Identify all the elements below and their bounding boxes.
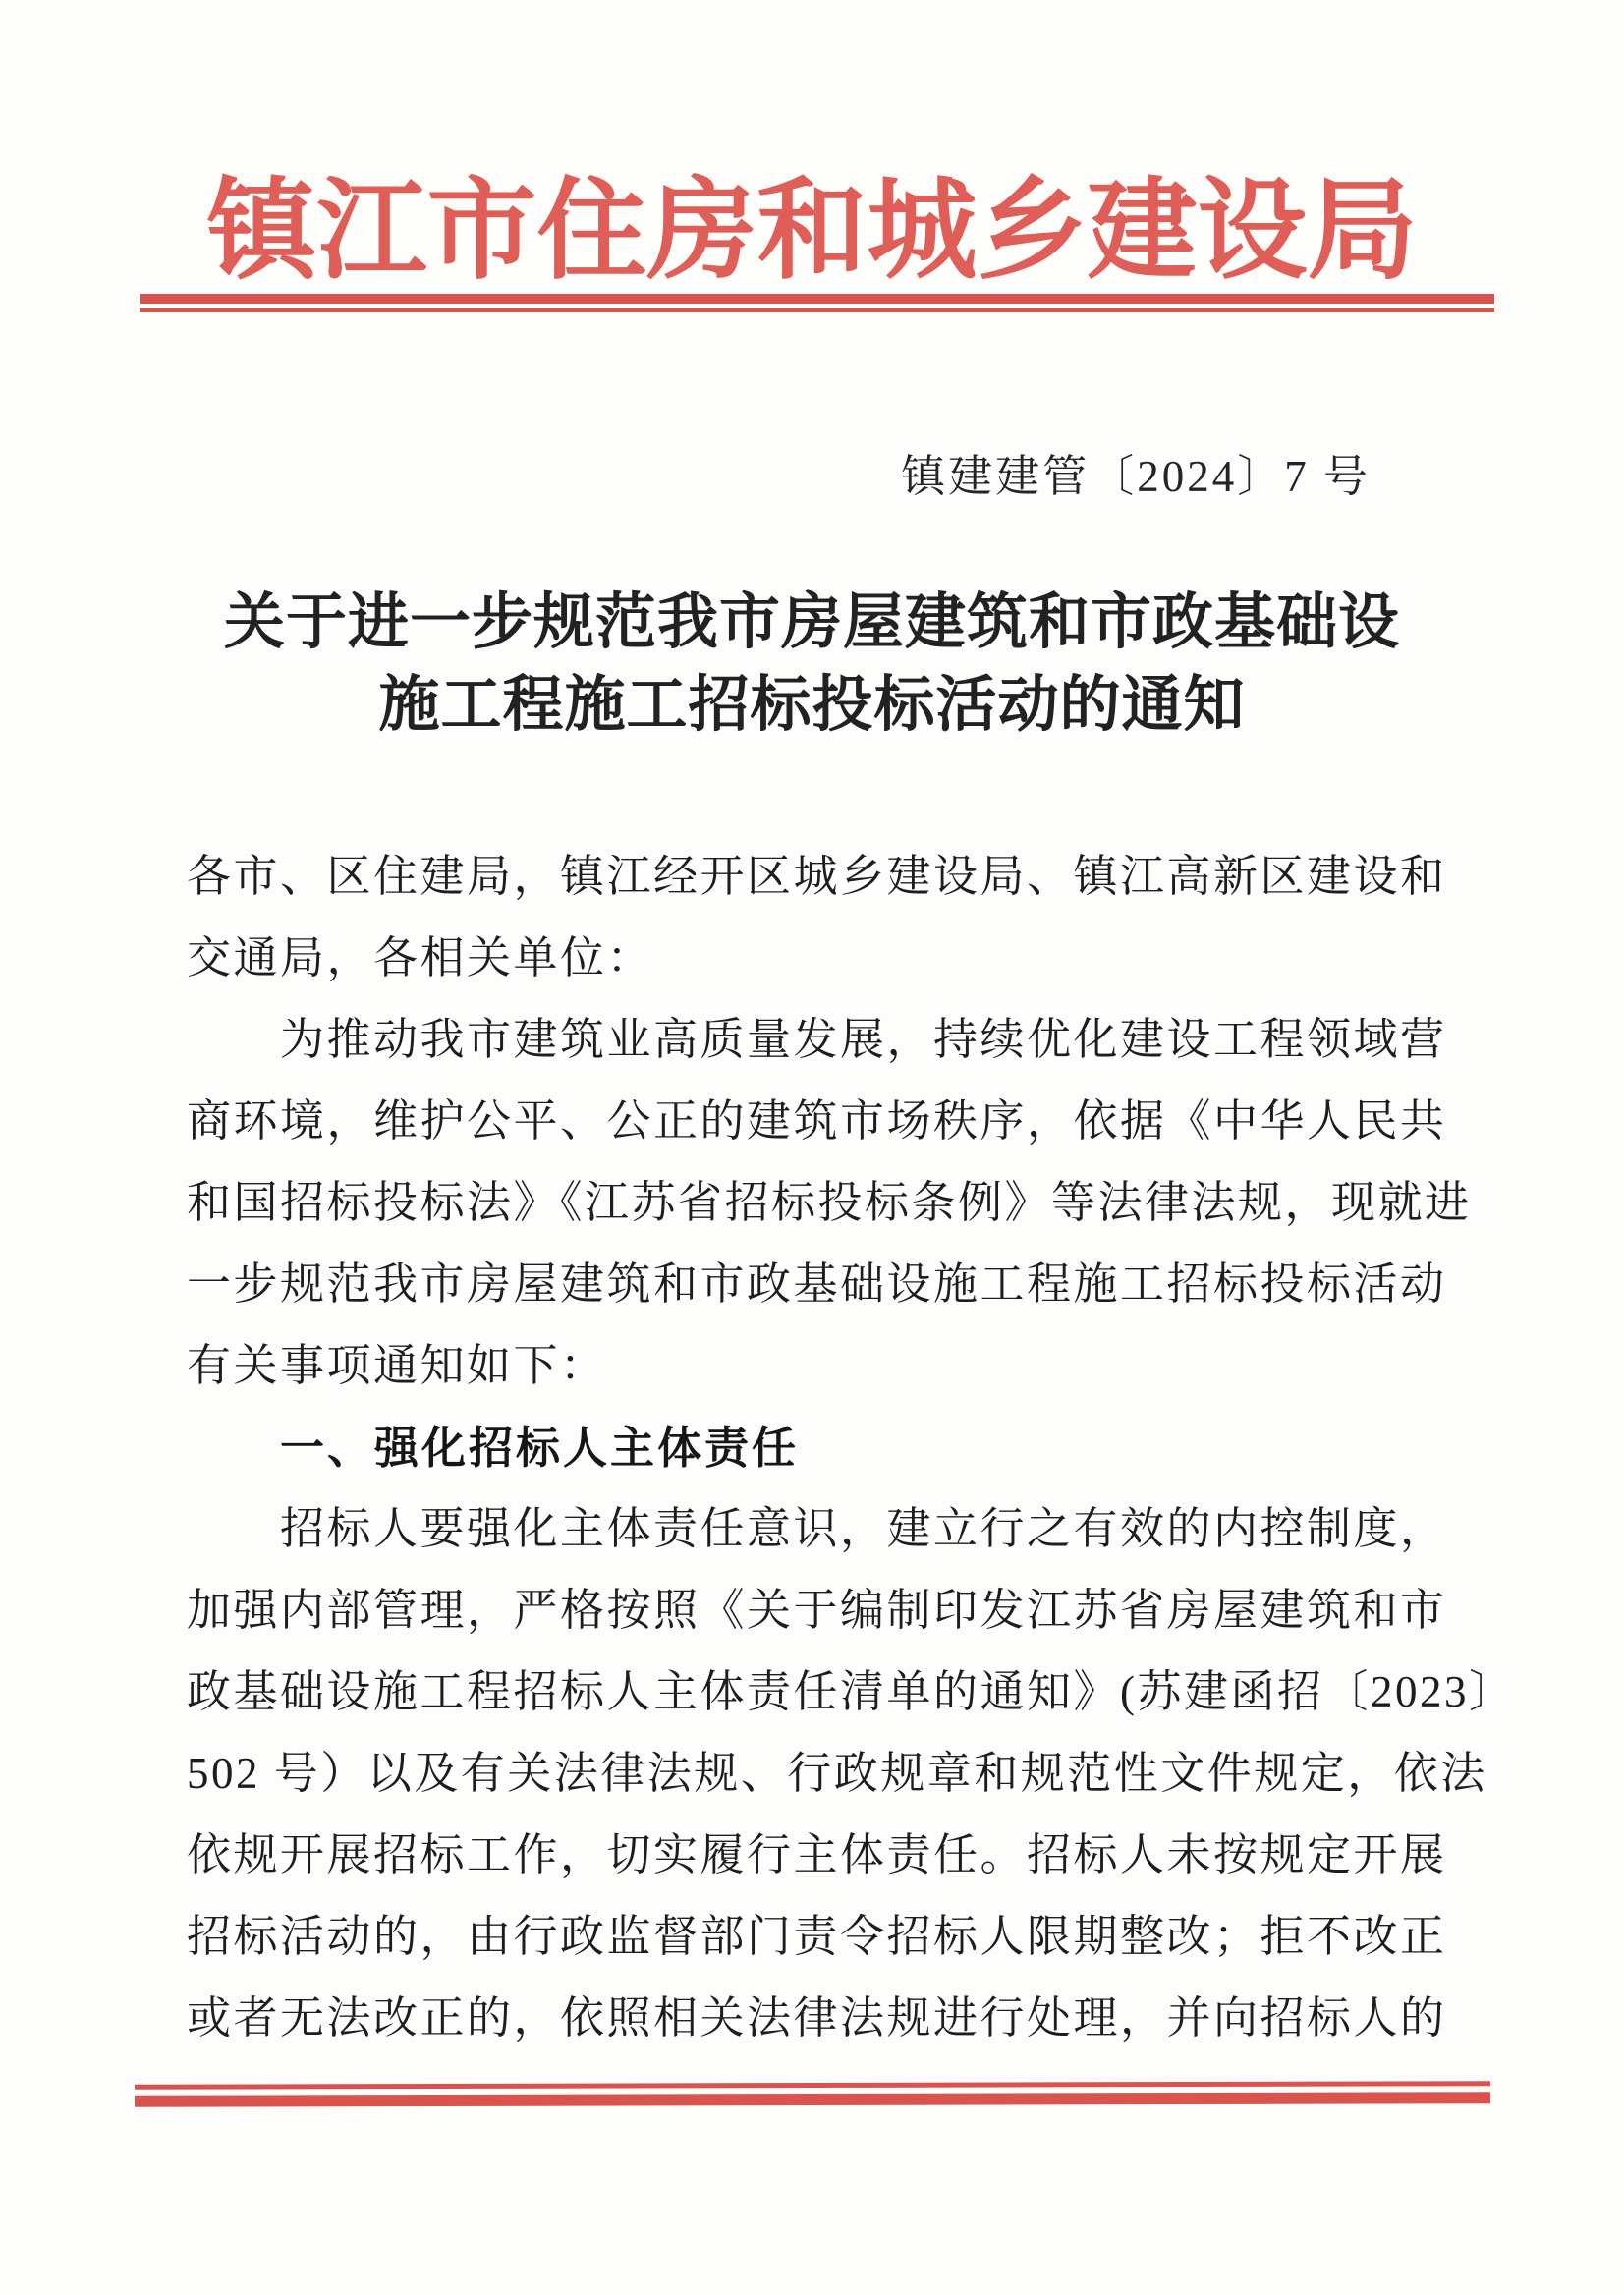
body-line: 或者无法改正的，依照相关法律法规进行处理，并向招标人的 <box>187 1993 1447 2043</box>
letterhead-agency-name: 镇江市住房和城乡建设局 <box>206 171 1418 293</box>
section-heading-1: 一、强化招标人主体责任 <box>280 1423 800 1473</box>
body-line: 加强内部管理，严格按照《关于编制印发江苏省房屋建筑和市 <box>187 1586 1447 1635</box>
body-line: 招标活动的，由行政监督部门责令招标人限期整改；拒不改正 <box>187 1912 1447 1961</box>
body-line-salutation: 各市、区住建局，镇江经开区城乡建设局、镇江高新区建设和 <box>187 852 1447 901</box>
footer-rule-thick <box>135 2092 1490 2107</box>
footer-rule-thin <box>135 2081 1490 2090</box>
document-title <box>0 582 1624 747</box>
body-line: 为推动我市建筑业高质量发展，持续优化建设工程领域营 <box>280 1015 1447 1064</box>
document-title-line2: 施工程施工招标投标活动的通知 <box>378 672 1246 739</box>
body-line-salutation: 交通局，各相关单位： <box>187 933 654 982</box>
body-line: 依规开展招标工作，切实履行主体责任。招标人未按规定开展 <box>187 1830 1447 1879</box>
document-title-line1: 关于进一步规范我市房屋建筑和市政基础设 <box>223 589 1400 656</box>
body-line: 一步规范我市房屋建筑和市政基础设施工程施工招标投标活动 <box>187 1259 1447 1309</box>
body-line: 有关事项通知如下： <box>187 1341 607 1390</box>
document-body <box>187 836 1516 2059</box>
body-line: 商环境，维护公平、公正的建筑市场秩序，依据《中华人民共 <box>187 1096 1447 1146</box>
body-line: 502 号）以及有关法律法规、行政规章和规范性文件规定，依法 <box>187 1749 1487 1798</box>
letterhead-rule-thin <box>140 308 1494 312</box>
letterhead-rule-thick <box>140 294 1494 304</box>
document-reference-number: 镇建建管〔2024〕7 号 <box>901 452 1371 501</box>
body-line: 和国招标投标法》《江苏省招标投标条例》等法律法规，现就进 <box>187 1178 1472 1227</box>
body-line: 政基础设施工程招标人主体责任清单的通知》(苏建函招〔2023〕 <box>187 1667 1516 1716</box>
body-line: 招标人要强化主体责任意识，建立行之有效的内控制度， <box>280 1504 1447 1553</box>
